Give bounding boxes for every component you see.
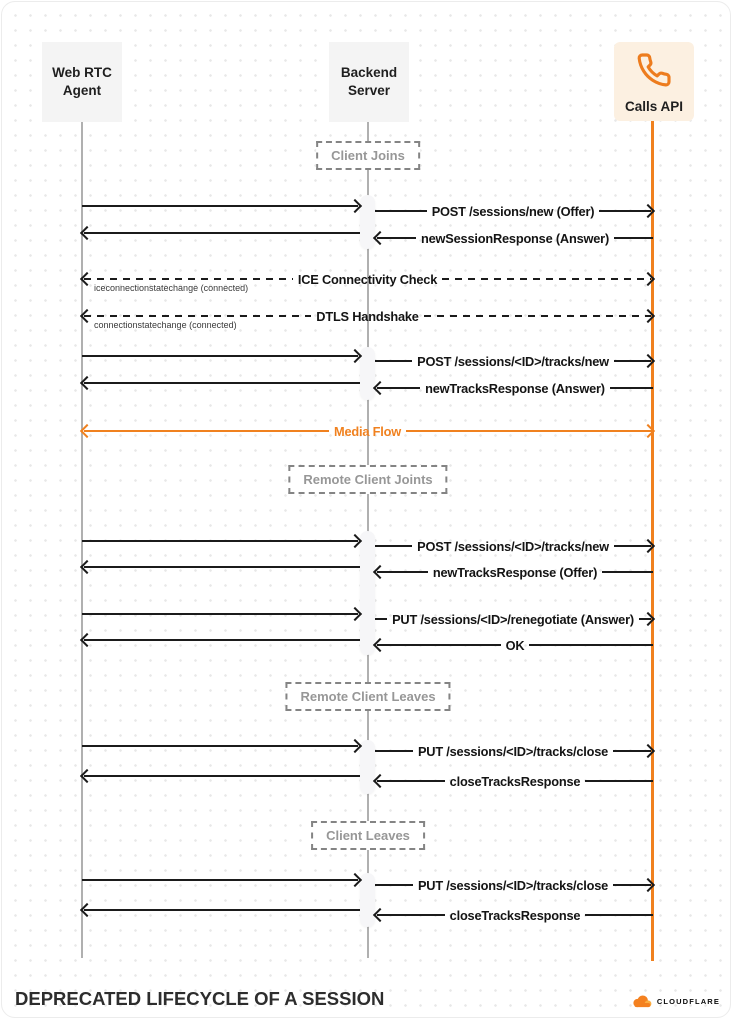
- arrow-backend-to-agent: [82, 903, 360, 917]
- cloudflare-logo: [630, 994, 720, 1009]
- arrow-agent-to-backend: [82, 739, 360, 753]
- section-client-joins: Client Joins: [316, 141, 420, 170]
- arrowhead-right-icon: [641, 878, 655, 892]
- message-label: PUT /sessions/<ID>/tracks/close: [417, 743, 609, 759]
- message-label: POST /sessions/<ID>/tracks/new: [417, 353, 609, 369]
- arrowhead-right-icon: [641, 204, 655, 218]
- arrowhead-right-icon: [348, 607, 362, 621]
- msg-put-tracks-close: [2, 739, 731, 758]
- arrow-backend-to-agent: [82, 376, 360, 390]
- arrowhead-right-icon: [641, 539, 655, 553]
- msg-new-tracks-response-offer: [2, 560, 731, 579]
- arrowhead-left-icon: [373, 908, 387, 922]
- event-note: connectionstatechange (connected): [94, 320, 237, 330]
- arrowhead-right-icon: [641, 424, 655, 438]
- arrow-agent-to-backend: [82, 873, 360, 887]
- arrowhead-right-icon: [641, 612, 655, 626]
- arrowhead-left-icon: [373, 638, 387, 652]
- arrowhead-right-icon: [348, 349, 362, 363]
- arrowhead-left-icon: [80, 309, 94, 323]
- actor-label: Agent: [62, 83, 102, 98]
- actor-backend-server: [329, 42, 409, 122]
- section-remote-client-joints: Remote Client Joints: [288, 465, 447, 494]
- arrow-backend-to-calls: [375, 744, 653, 758]
- event-note: iceconnectionstatechange (connected): [94, 283, 249, 293]
- actor-label: Backend: [340, 65, 398, 81]
- actor-webrtc-agent: [42, 42, 122, 122]
- arrow-backend-to-calls: [375, 204, 653, 218]
- arrowhead-left-icon: [80, 272, 94, 286]
- arrow-agent-to-backend: [82, 534, 360, 548]
- msg-ok: [2, 633, 731, 652]
- brand-wordmark: CLOUDFLARE: [656, 997, 720, 1006]
- msg-new-tracks-response-answer: [2, 376, 731, 395]
- actor-calls-api: [614, 42, 694, 121]
- arrow-calls-to-backend: [375, 908, 653, 922]
- message-label: POST /sessions/new (Offer): [431, 203, 595, 219]
- arrowhead-right-icon: [348, 739, 362, 753]
- arrowhead-right-icon: [348, 199, 362, 213]
- arrow-duplex-media: [82, 424, 653, 438]
- arrow-agent-to-backend: [82, 607, 360, 621]
- arrow-backend-to-calls: [375, 612, 653, 626]
- msg-post-tracks-new: [2, 534, 731, 553]
- arrow-calls-to-backend: [375, 565, 653, 579]
- sequence-diagram-card: [1, 1, 731, 1018]
- message-label: newTracksResponse (Offer): [432, 564, 598, 580]
- message-label: POST /sessions/<ID>/tracks/new: [417, 538, 609, 554]
- arrow-backend-to-calls: [375, 539, 653, 553]
- msg-post-sessions-new: [2, 199, 731, 218]
- phone-icon: [636, 52, 672, 93]
- message-label: closeTracksResponse: [449, 773, 581, 789]
- arrow-backend-to-agent: [82, 633, 360, 647]
- message-label: closeTracksResponse: [449, 907, 581, 923]
- arrowhead-left-icon: [373, 774, 387, 788]
- msg-close-tracks-response: [2, 769, 731, 788]
- arrow-backend-to-agent: [82, 560, 360, 574]
- arrowhead-right-icon: [348, 873, 362, 887]
- msg-post-tracks-new: [2, 349, 731, 368]
- message-label: DTLS Handshake: [316, 308, 419, 324]
- arrowhead-left-icon: [80, 769, 94, 783]
- arrowhead-right-icon: [641, 354, 655, 368]
- arrow-calls-to-backend: [375, 231, 653, 245]
- arrow-agent-to-backend: [82, 349, 360, 363]
- message-label: PUT /sessions/<ID>/tracks/close: [417, 877, 609, 893]
- arrowhead-left-icon: [80, 633, 94, 647]
- msg-media-flow: [2, 424, 731, 443]
- msg-close-tracks-response: [2, 903, 731, 922]
- arrowhead-left-icon: [373, 565, 387, 579]
- arrowhead-right-icon: [641, 272, 655, 286]
- message-label: Media Flow: [334, 423, 401, 439]
- message-label: newTracksResponse (Answer): [425, 380, 605, 396]
- actor-label: Web RTC: [52, 65, 112, 81]
- arrowhead-left-icon: [80, 424, 94, 438]
- cloudflare-cloud-icon: [630, 994, 654, 1009]
- message-label: newSessionResponse (Answer): [420, 230, 610, 246]
- arrowhead-right-icon: [641, 744, 655, 758]
- message-label: OK: [505, 637, 525, 653]
- message-label: ICE Connectivity Check: [297, 271, 438, 287]
- arrow-agent-to-backend: [82, 199, 360, 213]
- arrowhead-left-icon: [373, 381, 387, 395]
- actor-label: Server: [347, 83, 391, 98]
- msg-put-tracks-close: [2, 873, 731, 892]
- arrowhead-left-icon: [80, 903, 94, 917]
- section-client-leaves: Client Leaves: [311, 821, 425, 850]
- arrowhead-left-icon: [80, 226, 94, 240]
- arrow-calls-to-backend: [375, 774, 653, 788]
- msg-put-renegotiate: [2, 607, 731, 626]
- arrow-backend-to-calls: [375, 878, 653, 892]
- arrowhead-left-icon: [80, 376, 94, 390]
- arrowhead-left-icon: [373, 231, 387, 245]
- arrow-calls-to-backend: [375, 381, 653, 395]
- arrow-backend-to-agent: [82, 226, 360, 240]
- message-label: PUT /sessions/<ID>/renegotiate (Answer): [392, 611, 634, 627]
- actor-label: Calls API: [624, 98, 684, 114]
- arrow-backend-to-calls: [375, 354, 653, 368]
- arrow-backend-to-agent: [82, 769, 360, 783]
- arrow-calls-to-backend: [375, 638, 653, 652]
- arrowhead-right-icon: [348, 534, 362, 548]
- section-remote-client-leaves: Remote Client Leaves: [285, 682, 450, 711]
- page-title: DEPRECATED LIFECYCLE OF A SESSION: [15, 988, 385, 1009]
- arrowhead-left-icon: [80, 560, 94, 574]
- arrowhead-right-icon: [641, 309, 655, 323]
- msg-new-session-response: [2, 226, 731, 245]
